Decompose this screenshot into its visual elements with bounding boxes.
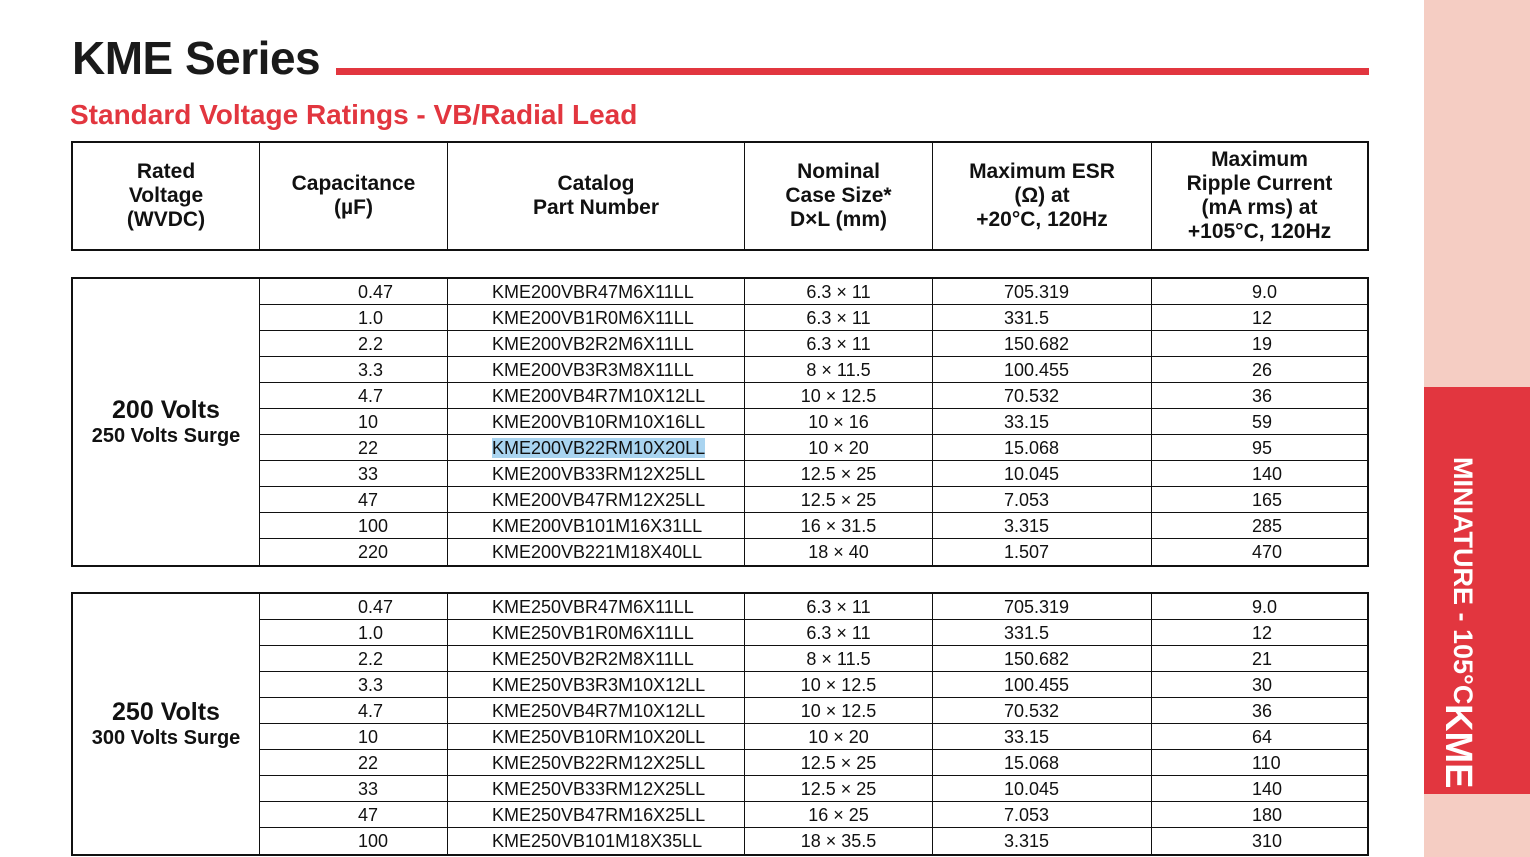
esr-cell-text: 7.053 bbox=[1004, 490, 1050, 510]
part-number-cell bbox=[448, 698, 745, 723]
case-size-cell-text: 6.3 × 11 bbox=[806, 623, 871, 643]
case-size-cell bbox=[745, 828, 933, 854]
ripple-current-cell bbox=[1152, 620, 1367, 645]
part-number-cell-text: KME200VB4R7M10X12LL bbox=[492, 386, 706, 406]
esr-cell-text: 70.532 bbox=[1004, 701, 1060, 721]
table-row bbox=[260, 279, 1367, 305]
ripple-current-cell bbox=[1152, 279, 1367, 304]
ripple-current-cell bbox=[1152, 513, 1367, 538]
capacitance-cell bbox=[260, 698, 448, 723]
case-size-cell bbox=[745, 776, 933, 801]
esr-cell bbox=[933, 802, 1152, 827]
ripple-current-cell bbox=[1152, 331, 1367, 356]
capacitance-cell bbox=[260, 461, 448, 486]
esr-cell-text: 10.045 bbox=[1004, 464, 1060, 484]
case-size-cell-text: 10 × 16 bbox=[808, 412, 869, 432]
part-number-cell-text: KME200VB2R2M6X11LL bbox=[492, 334, 694, 354]
ripple-current-cell bbox=[1152, 698, 1367, 723]
part-number-cell bbox=[448, 461, 745, 486]
case-size-cell-text: 10 × 20 bbox=[808, 438, 869, 458]
esr-cell-text: 331.5 bbox=[1004, 623, 1050, 643]
part-number-cell-text: KME250VB3R3M10X12LL bbox=[492, 675, 706, 695]
esr-cell-text: 3.315 bbox=[1004, 831, 1050, 851]
part-number-cell bbox=[448, 802, 745, 827]
ripple-current-cell-text: 140 bbox=[1252, 779, 1283, 799]
ripple-current-cell bbox=[1152, 435, 1367, 460]
part-number-cell-text: KME250VB22RM12X25LL bbox=[492, 753, 706, 773]
ripple-current-cell-text: 310 bbox=[1252, 831, 1283, 851]
esr-cell bbox=[933, 724, 1152, 749]
case-size-cell-text: 18 × 35.5 bbox=[800, 831, 877, 851]
capacitance-cell-text: 4.7 bbox=[358, 386, 384, 406]
part-number-cell-text: KME200VB101M16X31LL bbox=[492, 516, 703, 536]
case-size-cell bbox=[745, 698, 933, 723]
esr-cell bbox=[933, 305, 1152, 330]
part-number-cell-text: KME250VBR47M6X11LL bbox=[492, 597, 694, 617]
capacitance-cell-text: 22 bbox=[358, 753, 379, 773]
group-rows bbox=[260, 279, 1367, 565]
capacitance-cell-text: 100 bbox=[358, 516, 389, 536]
esr-cell-text: 15.068 bbox=[1004, 438, 1060, 458]
capacitance-cell bbox=[260, 750, 448, 775]
case-size-cell bbox=[745, 279, 933, 304]
case-size-cell-text: 12.5 × 25 bbox=[800, 779, 877, 799]
capacitance-cell bbox=[260, 776, 448, 801]
part-number-cell bbox=[448, 539, 745, 565]
case-size-cell bbox=[745, 802, 933, 827]
part-number-cell-text: KME250VB10RM10X20LL bbox=[492, 727, 706, 747]
part-number-cell-text: KME200VB22RM10X20LL bbox=[492, 438, 706, 458]
table-row bbox=[260, 383, 1367, 409]
case-size-cell bbox=[745, 620, 933, 645]
case-size-cell-text: 18 × 40 bbox=[808, 542, 869, 562]
case-size-cell-text: 12.5 × 25 bbox=[800, 464, 877, 484]
ripple-current-cell-text: 21 bbox=[1252, 649, 1273, 669]
case-size-cell-text: 16 × 31.5 bbox=[800, 516, 877, 536]
ripple-current-cell-text: 180 bbox=[1252, 805, 1283, 825]
table-row bbox=[260, 646, 1367, 672]
table-row bbox=[260, 487, 1367, 513]
ripple-current-cell bbox=[1152, 646, 1367, 671]
esr-cell-text: 100.455 bbox=[1004, 360, 1070, 380]
case-size-cell-text: 12.5 × 25 bbox=[800, 490, 877, 510]
capacitance-cell-text: 1.0 bbox=[358, 308, 384, 328]
esr-cell bbox=[933, 620, 1152, 645]
esr-cell-text: 33.15 bbox=[1004, 727, 1050, 747]
table-row bbox=[260, 620, 1367, 646]
table-row bbox=[260, 305, 1367, 331]
table-row bbox=[260, 750, 1367, 776]
part-number-cell bbox=[448, 513, 745, 538]
page-title: KME Series bbox=[72, 32, 321, 84]
part-number-cell-text: KME200VB33RM12X25LL bbox=[492, 464, 706, 484]
table-header bbox=[71, 141, 1369, 251]
capacitance-cell bbox=[260, 620, 448, 645]
table-row bbox=[260, 776, 1367, 802]
case-size-cell bbox=[745, 305, 933, 330]
ripple-current-cell bbox=[1152, 594, 1367, 619]
esr-cell bbox=[933, 409, 1152, 434]
esr-cell bbox=[933, 594, 1152, 619]
esr-cell bbox=[933, 539, 1152, 565]
esr-cell-text: 33.15 bbox=[1004, 412, 1050, 432]
voltage-group-250 bbox=[71, 592, 1369, 856]
case-size-cell-text: 12.5 × 25 bbox=[800, 753, 877, 773]
part-number-cell-text: KME250VB101M18X35LL bbox=[492, 831, 703, 851]
ripple-current-cell-text: 64 bbox=[1252, 727, 1273, 747]
ripple-current-cell-text: 59 bbox=[1252, 412, 1273, 432]
table-row bbox=[260, 409, 1367, 435]
esr-cell-text: 150.682 bbox=[1004, 649, 1070, 669]
esr-cell bbox=[933, 828, 1152, 854]
part-number-cell-text: KME200VB10RM10X16LL bbox=[492, 412, 706, 432]
case-size-cell-text: 8 × 11.5 bbox=[806, 649, 871, 669]
part-number-cell-text: KME250VB1R0M6X11LL bbox=[492, 623, 694, 643]
capacitance-cell bbox=[260, 357, 448, 382]
group-rows bbox=[260, 594, 1367, 854]
part-number-cell-text: KME200VB3R3M8X11LL bbox=[492, 360, 694, 380]
capacitance-cell bbox=[260, 279, 448, 304]
case-size-cell-text: 6.3 × 11 bbox=[806, 282, 871, 302]
capacitance-cell-text: 2.2 bbox=[358, 334, 384, 354]
ripple-current-cell bbox=[1152, 802, 1367, 827]
esr-cell bbox=[933, 750, 1152, 775]
ripple-current-cell-text: 285 bbox=[1252, 516, 1283, 536]
esr-cell-text: 70.532 bbox=[1004, 386, 1060, 406]
table-row bbox=[260, 724, 1367, 750]
capacitance-cell bbox=[260, 724, 448, 749]
part-number-cell-text: KME200VBR47M6X11LL bbox=[492, 282, 694, 302]
case-size-cell bbox=[745, 513, 933, 538]
esr-cell-text: 705.319 bbox=[1004, 597, 1070, 617]
part-number-cell bbox=[448, 724, 745, 749]
case-size-cell bbox=[745, 461, 933, 486]
part-number-cell bbox=[448, 487, 745, 512]
group-voltage-label bbox=[73, 594, 260, 854]
ripple-current-cell bbox=[1152, 487, 1367, 512]
capacitance-cell-text: 33 bbox=[358, 464, 379, 484]
capacitance-cell bbox=[260, 539, 448, 565]
esr-cell-text: 100.455 bbox=[1004, 675, 1070, 695]
header-catalog-part-number: Catalog Part Number bbox=[448, 143, 745, 249]
capacitance-cell bbox=[260, 828, 448, 854]
esr-cell bbox=[933, 357, 1152, 382]
ripple-current-cell-text: 9.0 bbox=[1252, 282, 1278, 302]
ripple-current-cell bbox=[1152, 409, 1367, 434]
capacitance-cell-text: 0.47 bbox=[358, 597, 394, 617]
part-number-cell bbox=[448, 776, 745, 801]
case-size-cell bbox=[745, 750, 933, 775]
case-size-cell bbox=[745, 435, 933, 460]
capacitance-cell-text: 47 bbox=[358, 805, 379, 825]
capacitance-cell-text: 47 bbox=[358, 490, 379, 510]
esr-cell bbox=[933, 383, 1152, 408]
esr-cell-text: 705.319 bbox=[1004, 282, 1070, 302]
ripple-current-cell-text: 12 bbox=[1252, 308, 1273, 328]
group-surge: 300 Volts Surge bbox=[91, 727, 241, 749]
ripple-current-cell-text: 36 bbox=[1252, 701, 1273, 721]
capacitance-cell bbox=[260, 672, 448, 697]
part-number-cell bbox=[448, 620, 745, 645]
table-row bbox=[260, 513, 1367, 539]
capacitance-cell bbox=[260, 802, 448, 827]
group-surge: 250 Volts Surge bbox=[91, 425, 241, 447]
ripple-current-cell-text: 30 bbox=[1252, 675, 1273, 695]
capacitance-cell bbox=[260, 331, 448, 356]
esr-cell bbox=[933, 646, 1152, 671]
esr-cell-text: 15.068 bbox=[1004, 753, 1060, 773]
part-number-cell bbox=[448, 305, 745, 330]
ripple-current-cell-text: 19 bbox=[1252, 334, 1273, 354]
table-row bbox=[260, 672, 1367, 698]
ripple-current-cell bbox=[1152, 828, 1367, 854]
part-number-cell bbox=[448, 435, 745, 460]
table-row bbox=[260, 357, 1367, 383]
case-size-cell bbox=[745, 383, 933, 408]
part-number-cell-text: KME250VB33RM12X25LL bbox=[492, 779, 706, 799]
capacitance-cell-text: 4.7 bbox=[358, 701, 384, 721]
case-size-cell-text: 16 × 25 bbox=[808, 805, 869, 825]
esr-cell-text: 7.053 bbox=[1004, 805, 1050, 825]
part-number-cell bbox=[448, 331, 745, 356]
esr-cell bbox=[933, 435, 1152, 460]
ripple-current-cell-text: 12 bbox=[1252, 623, 1273, 643]
esr-cell bbox=[933, 513, 1152, 538]
part-number-cell-text: KME200VB221M18X40LL bbox=[492, 542, 703, 562]
header-rated-voltage: Rated Voltage (WVDC) bbox=[73, 143, 260, 249]
capacitance-cell bbox=[260, 487, 448, 512]
case-size-cell-text: 10 × 12.5 bbox=[800, 701, 877, 721]
side-tab-miniature: MINIATURE - 105°C bbox=[1448, 457, 1478, 705]
ripple-current-cell-text: 165 bbox=[1252, 490, 1283, 510]
part-number-cell bbox=[448, 646, 745, 671]
ripple-current-cell bbox=[1152, 305, 1367, 330]
group-voltage: 200 Volts bbox=[112, 396, 220, 424]
case-size-cell bbox=[745, 646, 933, 671]
header-capacitance: Capacitance (µF) bbox=[260, 143, 448, 249]
table-row bbox=[260, 594, 1367, 620]
case-size-cell bbox=[745, 487, 933, 512]
case-size-cell-text: 10 × 12.5 bbox=[800, 675, 877, 695]
capacitance-cell bbox=[260, 646, 448, 671]
esr-cell bbox=[933, 279, 1152, 304]
capacitance-cell bbox=[260, 513, 448, 538]
esr-cell-text: 10.045 bbox=[1004, 779, 1060, 799]
group-voltage: 250 Volts bbox=[112, 698, 220, 726]
ripple-current-cell bbox=[1152, 539, 1367, 565]
page-subtitle: Standard Voltage Ratings - VB/Radial Lead bbox=[70, 99, 638, 130]
part-number-cell bbox=[448, 383, 745, 408]
table-row bbox=[260, 802, 1367, 828]
ripple-current-cell bbox=[1152, 750, 1367, 775]
voltage-group-200 bbox=[71, 277, 1369, 567]
side-tab-kme: KME bbox=[1437, 704, 1479, 789]
side-tab-label bbox=[1424, 387, 1530, 794]
case-size-cell bbox=[745, 672, 933, 697]
ripple-current-cell bbox=[1152, 461, 1367, 486]
esr-cell bbox=[933, 672, 1152, 697]
esr-cell bbox=[933, 776, 1152, 801]
ripple-current-cell-text: 26 bbox=[1252, 360, 1273, 380]
esr-cell bbox=[933, 461, 1152, 486]
part-number-cell bbox=[448, 409, 745, 434]
capacitance-cell bbox=[260, 305, 448, 330]
esr-cell-text: 150.682 bbox=[1004, 334, 1070, 354]
capacitance-cell bbox=[260, 435, 448, 460]
part-number-cell-text: KME200VB47RM12X25LL bbox=[492, 490, 706, 510]
table-row bbox=[260, 828, 1367, 854]
capacitance-cell bbox=[260, 409, 448, 434]
part-number-cell bbox=[448, 594, 745, 619]
capacitance-cell-text: 0.47 bbox=[358, 282, 394, 302]
part-number-cell bbox=[448, 672, 745, 697]
ripple-current-cell-text: 140 bbox=[1252, 464, 1283, 484]
capacitance-cell-text: 2.2 bbox=[358, 649, 384, 669]
header-max-esr: Maximum ESR (Ω) at +20°C, 120Hz bbox=[933, 143, 1152, 249]
header-case-size: Nominal Case Size* D×L (mm) bbox=[745, 143, 933, 249]
case-size-cell-text: 6.3 × 11 bbox=[806, 334, 871, 354]
capacitance-cell-text: 10 bbox=[358, 412, 379, 432]
case-size-cell bbox=[745, 539, 933, 565]
capacitance-cell-text: 3.3 bbox=[358, 675, 384, 695]
case-size-cell bbox=[745, 357, 933, 382]
esr-cell bbox=[933, 698, 1152, 723]
case-size-cell bbox=[745, 409, 933, 434]
ripple-current-cell bbox=[1152, 776, 1367, 801]
esr-cell-text: 3.315 bbox=[1004, 516, 1050, 536]
table-row bbox=[260, 331, 1367, 357]
case-size-cell-text: 10 × 20 bbox=[808, 727, 869, 747]
ripple-current-cell-text: 110 bbox=[1252, 753, 1281, 773]
case-size-cell bbox=[745, 594, 933, 619]
esr-cell bbox=[933, 487, 1152, 512]
title-rule bbox=[336, 68, 1369, 75]
part-number-cell bbox=[448, 750, 745, 775]
ripple-current-cell bbox=[1152, 724, 1367, 749]
capacitance-cell bbox=[260, 383, 448, 408]
case-size-cell-text: 6.3 × 11 bbox=[806, 597, 871, 617]
ripple-current-cell-text: 470 bbox=[1252, 542, 1283, 562]
part-number-cell bbox=[448, 828, 745, 854]
header-ripple-current: Maximum Ripple Current (mA rms) at +105°C, 120Hz bbox=[1186, 148, 1333, 243]
case-size-cell bbox=[745, 331, 933, 356]
ripple-current-cell bbox=[1152, 672, 1367, 697]
esr-cell-text: 1.507 bbox=[1004, 542, 1050, 562]
ripple-current-cell-text: 9.0 bbox=[1252, 597, 1278, 617]
case-size-cell-text: 10 × 12.5 bbox=[800, 386, 877, 406]
part-number-cell bbox=[448, 357, 745, 382]
case-size-cell-text: 8 × 11.5 bbox=[806, 360, 871, 380]
capacitance-cell-text: 1.0 bbox=[358, 623, 384, 643]
case-size-cell-text: 6.3 × 11 bbox=[806, 308, 871, 328]
capacitance-cell-text: 10 bbox=[358, 727, 379, 747]
capacitance-cell-text: 220 bbox=[358, 542, 389, 562]
table-row bbox=[260, 435, 1367, 461]
capacitance-cell-text: 22 bbox=[358, 438, 379, 458]
capacitance-cell-text: 33 bbox=[358, 779, 379, 799]
part-number-cell-text: KME250VB47RM16X25LL bbox=[492, 805, 706, 825]
ripple-current-cell bbox=[1152, 383, 1367, 408]
part-number-cell bbox=[448, 279, 745, 304]
part-number-cell-text: KME200VB1R0M6X11LL bbox=[492, 308, 694, 328]
group-voltage-label bbox=[73, 279, 260, 565]
table-row bbox=[260, 461, 1367, 487]
ripple-current-cell-text: 95 bbox=[1252, 438, 1273, 458]
table-row bbox=[260, 539, 1367, 565]
part-number-cell-text: KME250VB4R7M10X12LL bbox=[492, 701, 706, 721]
capacitance-cell-text: 100 bbox=[358, 831, 389, 851]
table-row bbox=[260, 698, 1367, 724]
ripple-current-cell-text: 36 bbox=[1252, 386, 1273, 406]
case-size-cell bbox=[745, 724, 933, 749]
ripple-current-cell bbox=[1152, 357, 1367, 382]
esr-cell bbox=[933, 331, 1152, 356]
part-number-cell-text: KME250VB2R2M8X11LL bbox=[492, 649, 694, 669]
capacitance-cell bbox=[260, 594, 448, 619]
esr-cell-text: 331.5 bbox=[1004, 308, 1050, 328]
capacitance-cell-text: 3.3 bbox=[358, 360, 384, 380]
